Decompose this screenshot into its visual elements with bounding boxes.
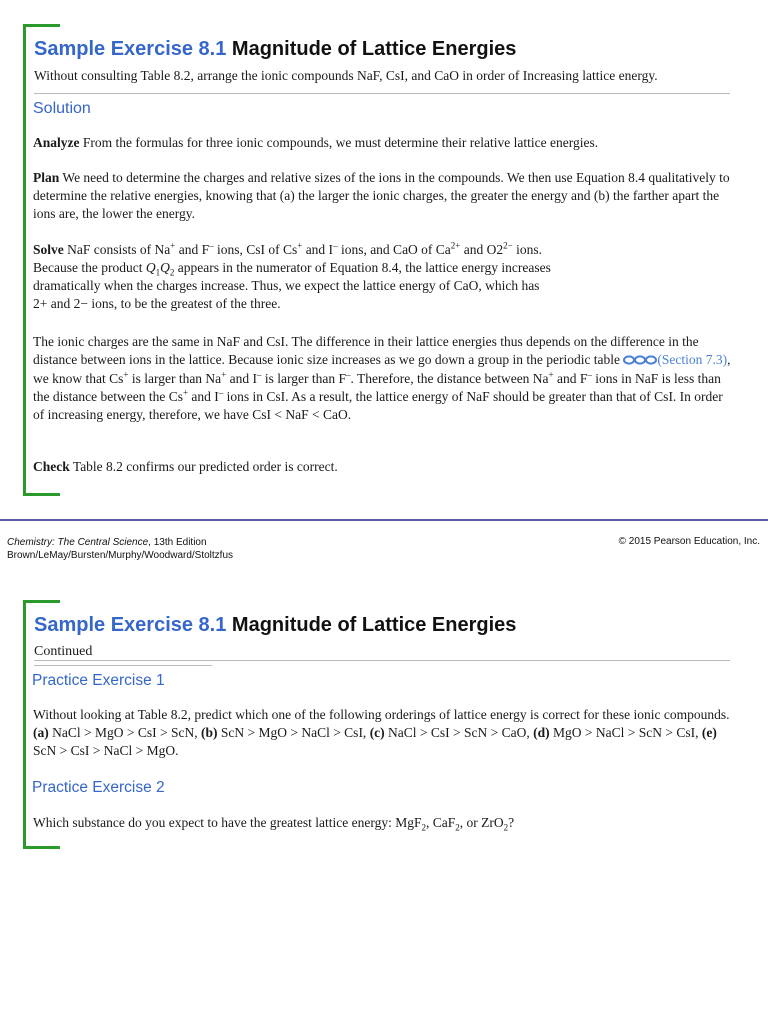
body-text: ions in NaF is less than the distance between the Cs — [33, 371, 721, 404]
practice2-heading: Practice Exercise 2 — [32, 779, 165, 796]
charge: + — [170, 240, 176, 251]
subscript: 2 — [503, 822, 509, 833]
body-text: and F — [553, 371, 588, 386]
charge: + — [297, 240, 303, 251]
book-title: Chemistry: The Central Science — [7, 537, 149, 548]
plan-label: Plan — [33, 170, 60, 185]
body-text: is larger than F — [261, 371, 347, 386]
exercise-prompt: Without consulting Table 8.2, arrange the ionic compounds NaF, CsI, and CaO in order of Increasing lattice energy. — [34, 68, 658, 83]
solve-text: ions, CsI of Cs — [213, 242, 298, 257]
solve-text: and O2 — [460, 242, 504, 257]
footer-rule — [0, 519, 768, 521]
charge: 2+ — [450, 240, 461, 251]
charge: + — [182, 387, 189, 398]
solve-text: dramatically when the charges increase. Thus, we expect the lattice energy of CaO, which has — [33, 278, 540, 293]
solve-text: and F — [175, 242, 210, 257]
solve-text: ions, and CaO of Ca — [337, 242, 451, 257]
option-label: (a) — [33, 725, 49, 740]
analyze-text: From the formulas for three ionic compounds, we must determine their relative lattice energies. — [82, 135, 599, 150]
solve-text: appears in the numerator of Equation 8.4, the lattice energy increases — [174, 260, 551, 275]
continued-label: Continued — [34, 644, 93, 659]
charge: – — [587, 369, 592, 380]
charge: – — [209, 240, 214, 251]
charge: + — [123, 369, 129, 380]
body-text: . Therefore, the distance between Na — [350, 371, 549, 386]
body-text: , we know that Cs — [33, 352, 731, 386]
question-text: ? — [508, 815, 515, 830]
option-text: MgO > NaCl > ScN > CsI, — [549, 725, 702, 740]
option-label: (d) — [533, 725, 550, 740]
subscript: 2 — [455, 822, 460, 833]
option-text: NaCl > MgO > CsI > ScN, — [48, 725, 201, 740]
solution-heading: Solution — [33, 100, 91, 117]
exercise-number: Sample Exercise 8.1 — [34, 38, 227, 60]
plan-text: We need to determine the charges and relative sizes of the ions in the compounds. We then use Equation 8.4 qualitatively to determine the relative energies, knowing that (a) the larger the ionic charges, the greater the energy and (b) the farther apart the ions are, the lower the energy. — [33, 170, 730, 221]
solve-text: and I — [302, 242, 334, 257]
chain-link-icon[interactable] — [623, 352, 657, 370]
practice1-heading: Practice Exercise 1 — [32, 672, 165, 689]
charge: + — [221, 369, 227, 380]
solve-label: Solve — [33, 242, 64, 257]
analyze-label: Analyze — [33, 135, 80, 150]
divider — [34, 93, 730, 94]
practice2-text — [33, 814, 733, 832]
subscript: 2 — [169, 267, 175, 278]
question-text: , CaF — [426, 815, 456, 830]
exercise-number: Sample Exercise 8.1 — [34, 614, 227, 636]
charge: – — [218, 387, 224, 398]
copyright: © 2015 Pearson Education, Inc. — [618, 536, 760, 547]
exercise-title: Magnitude of Lattice Energies — [231, 614, 517, 636]
charge: – — [346, 369, 351, 380]
body-text: The ionic charges are the same in NaF and CsI. The difference in their lattice energies thus depends on the difference in the distance between ions in the lattice. Because ionic size increases as we go down a group in the periodic table — [33, 334, 699, 367]
charge: + — [548, 369, 554, 380]
subscript: 1 — [155, 267, 161, 278]
charge-symbol: Q — [160, 260, 170, 275]
body-text: is larger than Na — [128, 371, 222, 386]
solve-text: ions. — [512, 242, 542, 257]
question-text: Which substance do you expect to have the greatest lattice energy: MgF — [33, 815, 422, 830]
divider-long — [34, 660, 730, 661]
option-label: (c) — [369, 725, 385, 740]
subscript: 2 — [421, 822, 427, 833]
check-paragraph — [33, 458, 733, 476]
option-text: ScN > MgO > NaCl > CsI, — [217, 725, 370, 740]
option-text: ScN > CsI > NaCl > MgO. — [33, 743, 179, 758]
solve-text: Because the product — [33, 260, 146, 275]
plan-paragraph — [33, 169, 733, 223]
solve-text: NaF consists of Na — [67, 242, 171, 257]
body-text: and I — [226, 371, 258, 386]
footer-citation — [7, 536, 233, 562]
body-text: and I — [188, 389, 219, 404]
exercise-title: Magnitude of Lattice Energies — [231, 38, 517, 60]
divider — [34, 665, 212, 666]
body-text: ions in CsI. As a result, the lattice energy of NaF should be greater than that of CsI. In order of increasing energy, therefore, we have CsI < NaF < CaO. — [33, 389, 723, 422]
charge: – — [257, 369, 262, 380]
charges-paragraph — [33, 333, 733, 424]
charge-symbol: Q — [145, 260, 156, 275]
analyze-paragraph — [33, 134, 733, 152]
check-text: Table 8.2 confirms our predicted order is correct. — [72, 459, 338, 474]
option-label: (e) — [701, 725, 717, 740]
option-label: (b) — [200, 725, 218, 740]
charge: – — [333, 240, 338, 251]
slide-sample-exercise-continued — [0, 596, 768, 1024]
authors: Brown/LeMay/Bursten/Murphy/Woodward/Stoltzfus — [7, 550, 234, 561]
charge: 2− — [503, 240, 513, 251]
question-text: , or ZrO — [459, 815, 504, 830]
section-link[interactable]: (Section 7.3) — [657, 352, 728, 367]
check-label: Check — [33, 459, 70, 474]
practice1-text — [33, 706, 733, 760]
slide-title — [34, 38, 516, 61]
solve-paragraph — [33, 241, 733, 313]
edition: , 13th Edition — [148, 537, 207, 548]
option-text: NaCl > CsI > ScN > CaO, — [384, 725, 534, 740]
question-text: Without looking at Table 8.2, predict which one of the following orderings of lattice energy is correct for these ionic compounds. — [33, 707, 730, 722]
solve-text: 2+ and 2− ions, to be the greatest of the three. — [33, 296, 281, 311]
slide-title — [34, 614, 516, 637]
